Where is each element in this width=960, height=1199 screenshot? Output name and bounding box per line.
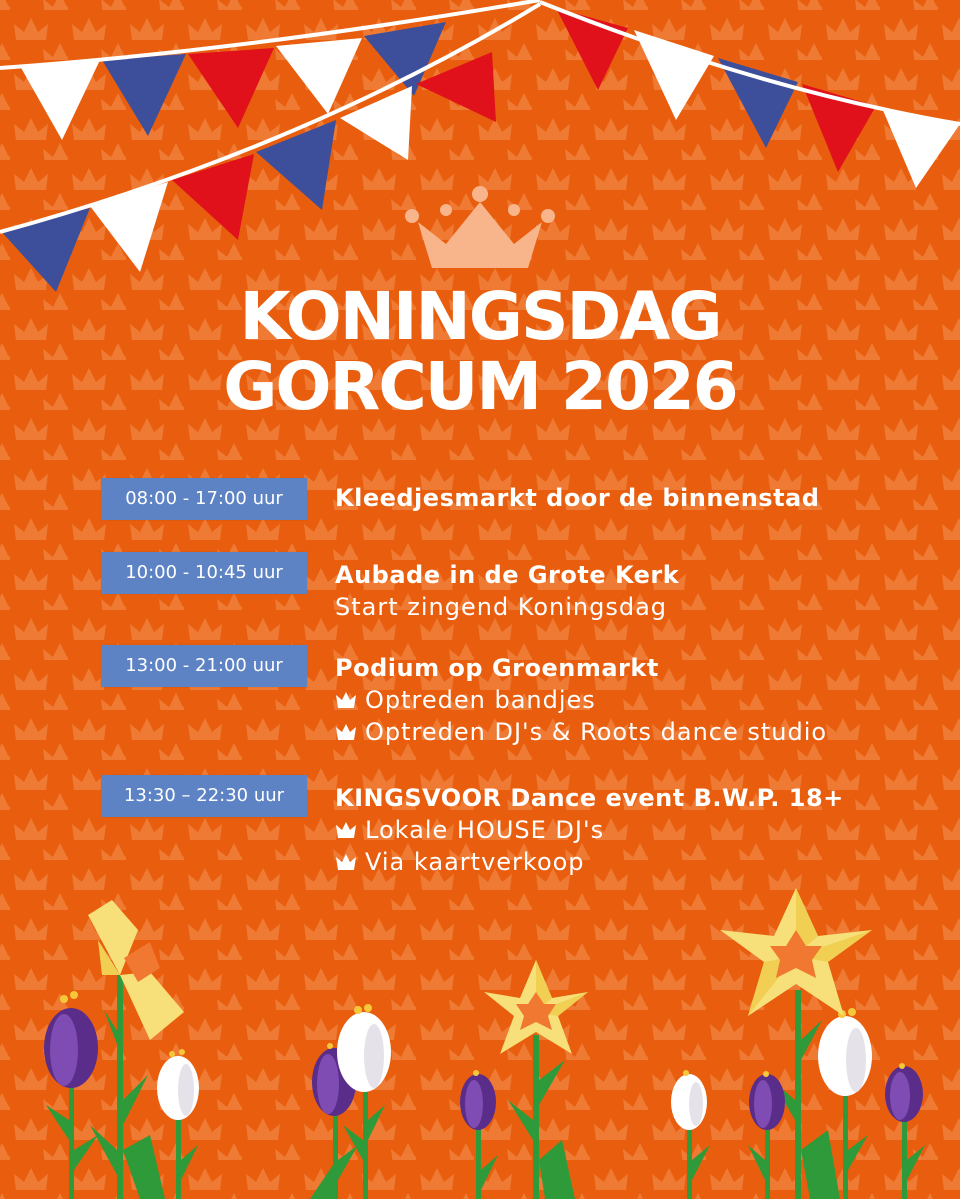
title-line-1: KONINGSDAG [239, 278, 721, 355]
time-badge: 10:00 - 10:45 uur [101, 552, 307, 594]
event-title: Aubade in de Grote Kerk [335, 561, 680, 589]
time-badge: 13:00 - 21:00 uur [101, 645, 307, 687]
event-title: Podium op Groenmarkt [335, 654, 659, 682]
event-bullet-text: Via kaartverkoop [365, 848, 585, 876]
event-bullet-text: Lokale HOUSE DJ's [365, 816, 605, 844]
event-subtitle: Start zingend Koningsdag [335, 593, 668, 621]
event-title: Kleedjesmarkt door de binnenstad [335, 484, 820, 512]
event-bullet-text: Optreden bandjes [365, 686, 596, 714]
event-bullet-text: Optreden DJ's & Roots dance studio [365, 718, 828, 746]
time-badge: 13:30 – 22:30 uur [101, 775, 307, 817]
title-line-2: GORCUM 2026 [223, 348, 737, 425]
event-title: KINGSVOOR Dance event B.W.P. 18+ [335, 784, 844, 812]
time-badge: 08:00 - 17:00 uur [101, 478, 307, 520]
daffodil-left [88, 900, 184, 1040]
